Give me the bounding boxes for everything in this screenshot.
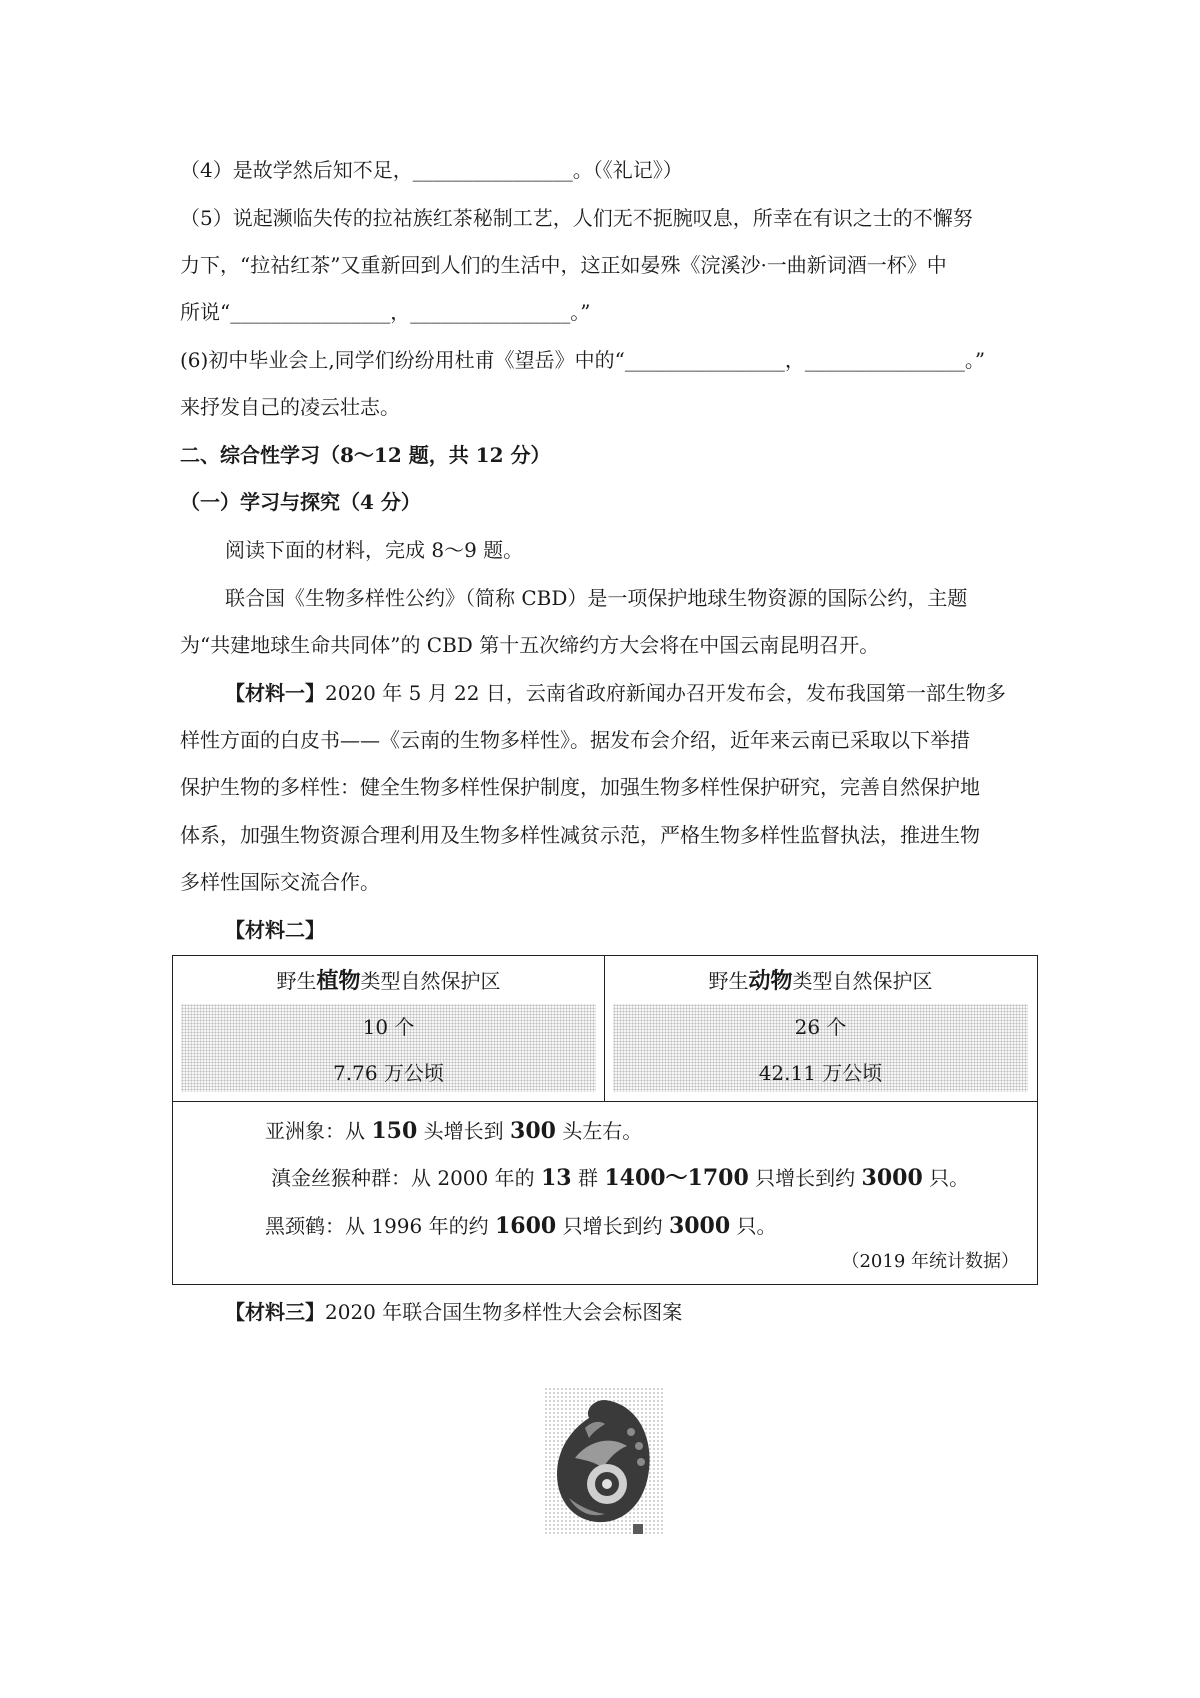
material-1-line-3: 保护生物的多样性：健全生物多样性保护制度，加强生物多样性保护研究，完善自然保护地 [180,775,980,799]
table-divider [173,1101,1037,1102]
question-5-line-1: （5）说起濒临失传的拉祜族红茶秘制工艺，人们无不扼腕叹息，所幸在有识之士的不懈努 [180,206,973,230]
header-text: 野生 [708,969,749,993]
row-text: 只增长到约 [748,1166,862,1190]
header-emphasis: 植物 [316,968,361,994]
plant-reserve-count: 10 个 [362,1015,415,1039]
section-2-heading: 二、综合性学习（8～12 题，共 12 分） [180,443,551,467]
snub-nosed-monkey-row [271,1163,969,1193]
row-text: 黑颈鹤：从 1996 年的约 [265,1214,495,1238]
animal-reserve-area: 42.11 万公顷 [758,1061,883,1085]
row-number: 3000 [861,1165,923,1191]
question-5-line-3: 所说“________________，________________。” [180,300,591,324]
row-text: 滇金丝猴种群：从 2000 年的 [271,1166,541,1190]
plant-reserve-area: 7.76 万公顷 [333,1061,444,1085]
question-4: （4）是故学然后知不足，________________。（《礼记》） [180,158,683,182]
row-number: 150 [371,1118,418,1144]
data-source-note: （2019 年统计数据） [841,1251,1019,1272]
subsection-1-heading: （一）学习与探究（4 分） [180,490,421,514]
intro-line-2: 为“共建地球生命共同体”的 CBD 第十五次缔约方大会将在中国云南昆明召开。 [180,633,880,657]
question-6-line-2: 来抒发自己的凌云壮志。 [180,395,400,419]
row-text: 只。 [922,1166,970,1190]
plant-reserve-values [181,1004,596,1092]
material-2-label: 【材料二】 [225,918,325,942]
material-1-text: 2020 年 5 月 22 日，云南省政府新闻办召开发布会，发布我国第一部生物多 [325,681,1006,705]
animal-reserve-header [605,966,1036,996]
intro-line-1: 联合国《生物多样性公约》（简称 CBD）是一项保护地球生物资源的国际公约，主题 [225,586,968,610]
question-5-line-2: 力下，“拉祜红茶”又重新回到人们的生活中，这正如晏殊《浣溪沙·一曲新词酒一杯》中 [180,253,947,277]
material-2-table [172,955,1038,1285]
row-text: 亚洲象：从 [265,1119,372,1143]
row-number: 13 [540,1165,572,1191]
header-text: 类型自然保护区 [792,969,933,993]
row-text: 头左右。 [555,1119,643,1143]
row-text: 只增长到约 [556,1214,669,1238]
plant-reserve-header [173,966,604,996]
row-number: 3000 [668,1213,731,1239]
peacock-emblem-icon [545,1388,663,1536]
header-text: 类型自然保护区 [360,969,501,993]
row-text: 群 [571,1166,605,1190]
asian-elephant-row [265,1116,642,1146]
material-1-line-5: 多样性国际交流合作。 [180,870,380,894]
question-6-line-1: (6)初中毕业会上,同学们纷纷用杜甫《望岳》中的“________________，________________。” [180,348,986,372]
row-number: 1400～1700 [604,1165,749,1191]
material-1-line-4: 体系，加强生物资源合理利用及生物多样性减贫示范，严格生物多样性监督执法，推进生物 [180,823,980,847]
row-number: 300 [510,1118,556,1144]
header-emphasis: 动物 [748,968,793,994]
row-text: 只。 [730,1214,777,1238]
material-1-label: 【材料一】 [225,681,325,705]
instruction: 阅读下面的材料，完成 8～9 题。 [225,538,524,562]
black-necked-crane-row [265,1211,777,1241]
plant-reserve-cell [173,956,605,1101]
animal-reserve-cell [605,956,1036,1101]
header-text: 野生 [276,969,317,993]
material-3-text: 2020 年联合国生物多样性大会会标图案 [325,1300,683,1324]
material-3-line [225,1297,1075,1327]
material-1-line-1 [225,678,1075,708]
material-1-line-2: 样性方面的白皮书——《云南的生物多样性》。据发布会介绍，近年来云南已采取以下举措 [180,728,970,752]
row-number: 1600 [494,1213,557,1239]
row-text: 头增长到 [417,1119,511,1143]
material-3-label: 【材料三】 [225,1300,325,1324]
animal-reserve-values [613,1004,1028,1092]
animal-reserve-count: 26 个 [794,1015,847,1039]
